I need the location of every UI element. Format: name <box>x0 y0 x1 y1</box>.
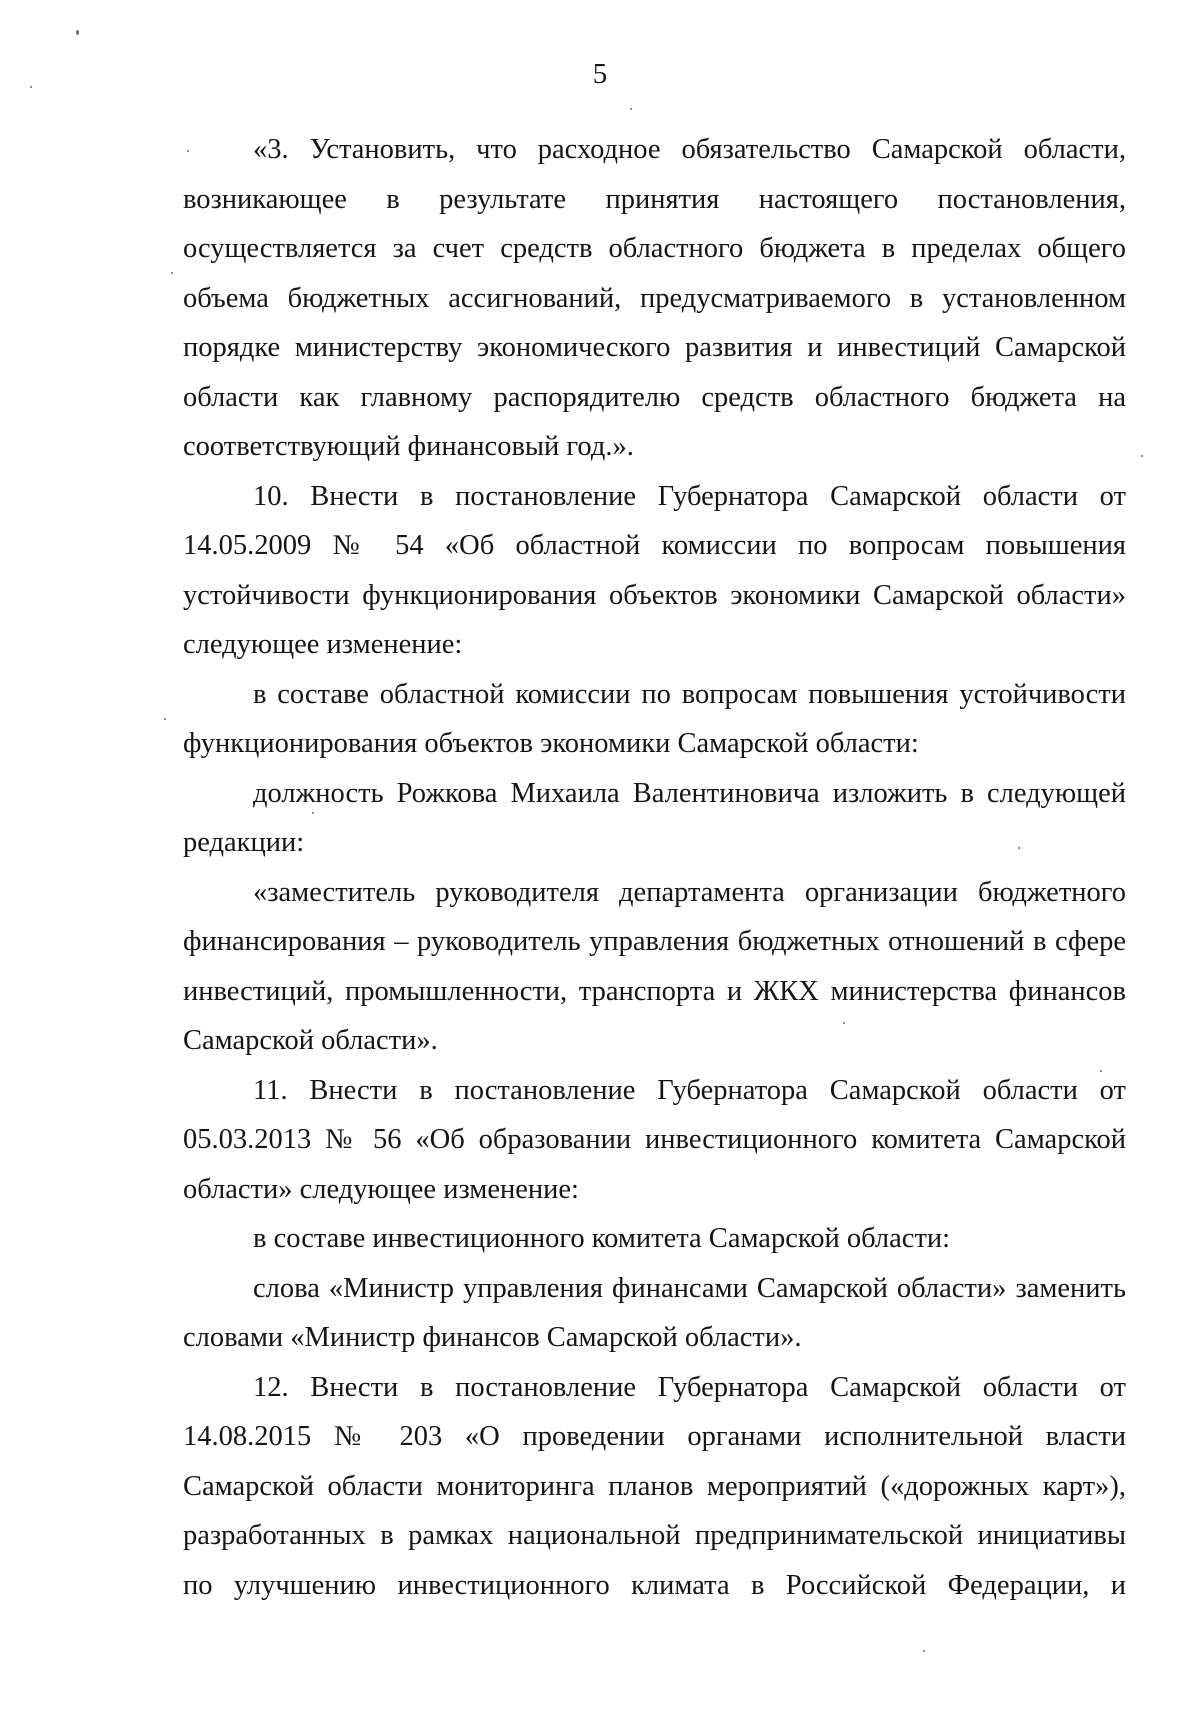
paragraph-item-12: 12. Внести в постановление Губернатора Самарской области от 14.08.2015 № 203 «О проведении органами исполнительной власти Самарской области мониторинга планов мероприятий («дорожных карт»), разработанных в рамках национальной предпринимательской инициативы по улучшению инвестиционного климата в Российской Федерации, и <box>183 1371 1126 1601</box>
document-body <box>183 125 1126 1610</box>
paragraph-position-change: должность Рожкова Михаила Валентиновича изложить в следующей редакции: <box>183 777 1126 858</box>
scan-speck <box>630 108 632 110</box>
paragraph-new-wording: «заместитель руководителя департамента организации бюджетного финансирования – руководитель управления бюджетных отношений в сфере инвестиций, промышленности, транспорта и ЖКХ министерства финансов Самарской области». <box>183 876 1126 1056</box>
scan-speck <box>312 812 314 814</box>
paragraph-committee-composition: в составе инвестиционного комитета Самарской области: <box>253 1223 951 1254</box>
paragraph-clause-3: «3. Установить, что расходное обязательство Самарской области, возникающее в результате принятия настоящего постановления, осуществляется за счет средств областного бюджета в пределах общего объема бюджетных ассигнований, предусматриваемого в установленном порядке министерству экономического развития и инвестиций Самарской области как главному распорядителю средств областного бюджета на соответствующий финансовый год.». <box>183 134 1126 462</box>
scan-speck <box>923 1650 925 1652</box>
scan-speck <box>164 718 166 720</box>
scan-speck <box>1141 455 1143 457</box>
scan-speck <box>171 272 173 274</box>
paragraph-item-11: 11. Внести в постановление Губернатора Самарской области от 05.03.2013 № 56 «Об образовании инвестиционного комитета Самарской области» следующее изменение: <box>183 1074 1126 1205</box>
scan-speck <box>1100 1070 1102 1072</box>
paragraph-item-10: 10. Внести в постановление Губернатора Самарской области от 14.05.2009 № 54 «Об областной комиссии по вопросам повышения устойчивости функционирования объектов экономики Самарской области» следующее изменение: <box>183 480 1126 660</box>
paragraph-commission-composition: в составе областной комиссии по вопросам повышения устойчивости функционирования объектов экономики Самарской области: <box>183 678 1126 759</box>
scan-speck <box>1018 847 1020 849</box>
scan-speck <box>843 1022 845 1024</box>
paragraph-words-replacement: слова «Министр управления финансами Самарской области» заменить словами «Министр финансов Самарской области». <box>183 1272 1126 1353</box>
scan-speck <box>30 86 32 88</box>
page-number: 5 <box>592 58 608 90</box>
scan-speck <box>76 30 79 35</box>
scan-speck <box>187 150 189 152</box>
